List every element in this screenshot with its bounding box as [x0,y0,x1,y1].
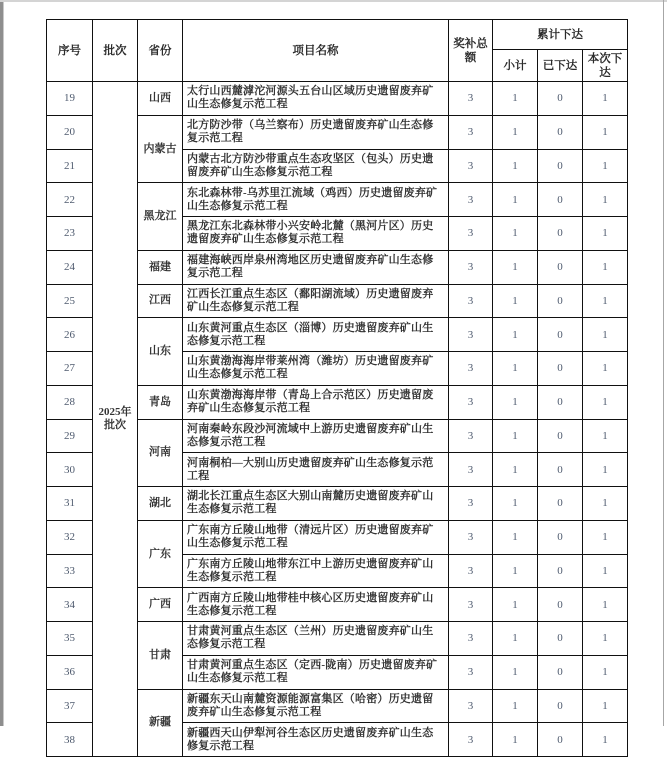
cell-current-issued: 1 [583,183,628,217]
cell-current-issued: 1 [583,622,628,656]
cell-already-issued: 0 [538,217,583,251]
col-header-serial: 序号 [47,20,93,82]
col-header-project: 项目名称 [183,20,449,82]
cell-project: 广西南方丘陵山地带桂中核心区历史遗留废弃矿山生态修复示范工程 [183,588,449,622]
cell-project: 黑龙江东北森林带小兴安岭北麓（黑河片区）历史遗留废弃矿山生态修复示范工程 [183,217,449,251]
cell-project: 山东黄渤海海岸带（青岛上合示范区）历史遗留废弃矿山生态修复示范工程 [183,385,449,419]
cell-already-issued: 0 [538,554,583,588]
cell-subtotal: 1 [493,487,538,521]
cell-project: 甘肃黄河重点生态区（定西-陇南）历史遗留废弃矿山生态修复示范工程 [183,655,449,689]
cell-serial: 37 [47,689,93,723]
col-header-cumulative: 累计下达 [493,20,628,50]
cell-current-issued: 1 [583,655,628,689]
cell-batch: 2025年批次 [93,82,138,757]
cell-serial: 34 [47,588,93,622]
cell-serial: 33 [47,554,93,588]
col-header-current: 本次下达 [583,50,628,82]
cell-award-total: 3 [449,149,493,183]
cell-province: 甘肃 [138,622,183,690]
cell-serial: 19 [47,82,93,116]
cell-award-total: 3 [449,554,493,588]
cell-award-total: 3 [449,689,493,723]
cell-province: 河南 [138,419,183,487]
cell-project: 河南桐柏—大别山历史遗留废弃矿山生态修复示范工程 [183,453,449,487]
cell-already-issued: 0 [538,419,583,453]
cell-serial: 25 [47,284,93,318]
cell-already-issued: 0 [538,622,583,656]
cell-award-total: 3 [449,82,493,116]
cell-project: 广东南方丘陵山地带东江中上游历史遗留废弃矿山生态修复示范工程 [183,554,449,588]
col-header-total: 奖补总额 [449,20,493,82]
cell-subtotal: 1 [493,622,538,656]
cell-award-total: 3 [449,419,493,453]
cell-subtotal: 1 [493,453,538,487]
cell-serial: 21 [47,149,93,183]
cell-award-total: 3 [449,588,493,622]
cell-award-total: 3 [449,115,493,149]
cell-province: 广东 [138,520,183,588]
cell-serial: 23 [47,217,93,251]
cell-current-issued: 1 [583,689,628,723]
cell-project: 福建海峡西岸泉州湾地区历史遗留废弃矿山生态修复示范工程 [183,250,449,284]
cell-award-total: 3 [449,520,493,554]
table-row [47,82,628,116]
cell-already-issued: 0 [538,453,583,487]
cell-already-issued: 0 [538,723,583,757]
cell-province: 黑龙江 [138,183,183,251]
cell-already-issued: 0 [538,655,583,689]
cell-current-issued: 1 [583,82,628,116]
cell-already-issued: 0 [538,385,583,419]
cell-serial: 29 [47,419,93,453]
cell-province: 广西 [138,588,183,622]
cell-serial: 27 [47,352,93,386]
cell-award-total: 3 [449,723,493,757]
cell-subtotal: 1 [493,284,538,318]
cell-current-issued: 1 [583,453,628,487]
cell-already-issued: 0 [538,318,583,352]
cell-project: 湖北长江重点生态区大别山南麓历史遗留废弃矿山生态修复示范工程 [183,487,449,521]
cell-project: 太行山西麓滹沱河源头五台山区域历史遗留废弃矿山生态修复示范工程 [183,82,449,116]
cell-already-issued: 0 [538,115,583,149]
cell-project: 新疆西天山伊犁河谷生态区历史遗留废弃矿山生态修复示范工程 [183,723,449,757]
cell-serial: 31 [47,487,93,521]
cell-subtotal: 1 [493,689,538,723]
cell-current-issued: 1 [583,520,628,554]
cell-project: 甘肃黄河重点生态区（兰州）历史遗留废弃矿山生态修复示范工程 [183,622,449,656]
cell-province: 江西 [138,284,183,318]
cell-serial: 32 [47,520,93,554]
cell-subtotal: 1 [493,723,538,757]
cell-already-issued: 0 [538,183,583,217]
cell-serial: 30 [47,453,93,487]
cell-province: 内蒙古 [138,115,183,183]
col-header-province: 省份 [138,20,183,82]
cell-serial: 36 [47,655,93,689]
cell-current-issued: 1 [583,284,628,318]
cell-project: 东北森林带-乌苏里江流域（鸡西）历史遗留废弃矿山生态修复示范工程 [183,183,449,217]
window-top-edge [0,0,667,2]
cell-already-issued: 0 [538,588,583,622]
cell-award-total: 3 [449,352,493,386]
cell-subtotal: 1 [493,318,538,352]
cell-province: 新疆 [138,689,183,757]
cell-current-issued: 1 [583,352,628,386]
col-header-batch: 批次 [93,20,138,82]
cell-subtotal: 1 [493,183,538,217]
cell-project: 山东黄渤海海岸带莱州湾（潍坊）历史遗留废弃矿山生态修复示范工程 [183,352,449,386]
cell-serial: 24 [47,250,93,284]
cell-award-total: 3 [449,284,493,318]
cell-award-total: 3 [449,655,493,689]
cell-subtotal: 1 [493,554,538,588]
cell-subtotal: 1 [493,115,538,149]
cell-already-issued: 0 [538,352,583,386]
cell-current-issued: 1 [583,318,628,352]
cell-subtotal: 1 [493,520,538,554]
cell-province: 山东 [138,318,183,386]
cell-current-issued: 1 [583,588,628,622]
cell-current-issued: 1 [583,554,628,588]
cell-project: 广东南方丘陵山地带（清远片区）历史遗留废弃矿山生态修复示范工程 [183,520,449,554]
cell-province: 青岛 [138,385,183,419]
cell-award-total: 3 [449,385,493,419]
cell-province: 福建 [138,250,183,284]
cell-current-issued: 1 [583,149,628,183]
cell-serial: 38 [47,723,93,757]
cell-award-total: 3 [449,453,493,487]
cell-already-issued: 0 [538,689,583,723]
cell-project: 新疆东天山南麓资源能源富集区（哈密）历史遗留废弃矿山生态修复示范工程 [183,689,449,723]
col-header-subtotal: 小计 [493,50,538,82]
cell-project: 山东黄河重点生态区（淄博）历史遗留废弃矿山生态修复示范工程 [183,318,449,352]
cell-award-total: 3 [449,250,493,284]
cell-subtotal: 1 [493,352,538,386]
cell-subtotal: 1 [493,419,538,453]
cell-subtotal: 1 [493,588,538,622]
cell-serial: 28 [47,385,93,419]
cell-project: 河南秦岭东段沙河流域中上游历史遗留废弃矿山生态修复示范工程 [183,419,449,453]
cell-already-issued: 0 [538,487,583,521]
cell-already-issued: 0 [538,520,583,554]
cell-project: 北方防沙带（乌兰察布）历史遗留废弃矿山生态修复示范工程 [183,115,449,149]
cell-subtotal: 1 [493,655,538,689]
cell-current-issued: 1 [583,217,628,251]
cell-current-issued: 1 [583,250,628,284]
cell-province: 湖北 [138,487,183,521]
col-header-issued: 已下达 [538,50,583,82]
window-left-edge [0,0,4,726]
cell-award-total: 3 [449,622,493,656]
cell-serial: 22 [47,183,93,217]
project-table [46,19,628,757]
cell-already-issued: 0 [538,82,583,116]
cell-project: 江西长江重点生态区（鄱阳湖流域）历史遗留废弃矿山生态修复示范工程 [183,284,449,318]
cell-current-issued: 1 [583,385,628,419]
cell-award-total: 3 [449,318,493,352]
cell-current-issued: 1 [583,487,628,521]
cell-already-issued: 0 [538,250,583,284]
cell-award-total: 3 [449,183,493,217]
cell-province: 山西 [138,82,183,116]
cell-serial: 20 [47,115,93,149]
cell-already-issued: 0 [538,149,583,183]
cell-award-total: 3 [449,487,493,521]
cell-subtotal: 1 [493,82,538,116]
cell-already-issued: 0 [538,284,583,318]
cell-award-total: 3 [449,217,493,251]
cell-subtotal: 1 [493,385,538,419]
cell-subtotal: 1 [493,217,538,251]
cell-current-issued: 1 [583,723,628,757]
page-right-boundary [663,0,664,726]
cell-current-issued: 1 [583,115,628,149]
table-body [47,82,628,757]
cell-current-issued: 1 [583,419,628,453]
cell-serial: 35 [47,622,93,656]
cell-serial: 26 [47,318,93,352]
cell-project: 内蒙古北方防沙带重点生态攻坚区（包头）历史遗留废弃矿山生态修复示范工程 [183,149,449,183]
cell-subtotal: 1 [493,149,538,183]
cell-subtotal: 1 [493,250,538,284]
